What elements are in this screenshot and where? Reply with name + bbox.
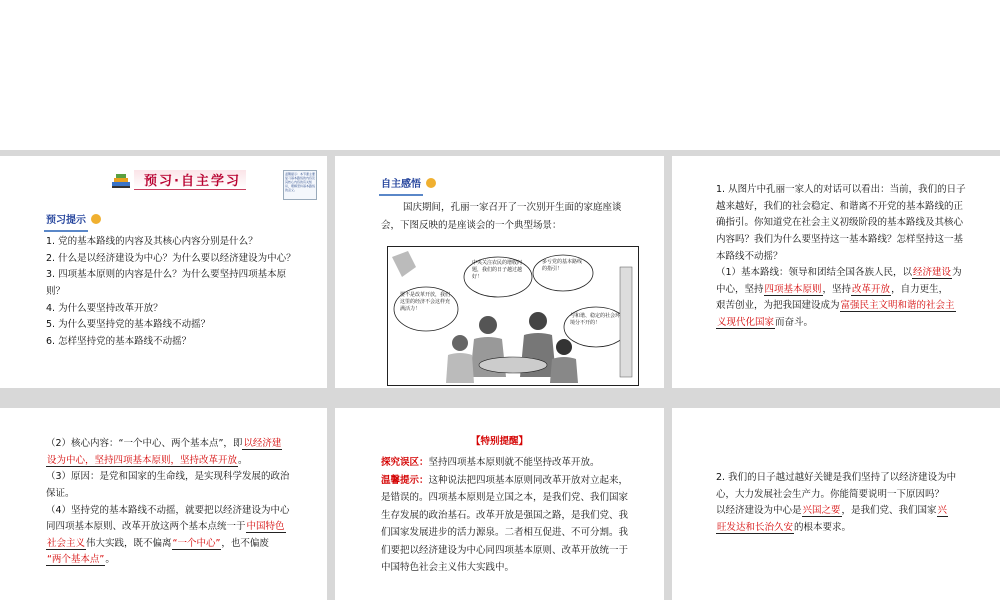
answer-line: [46, 519, 322, 536]
answer-blank: 义现代化国家: [717, 317, 775, 328]
answer-blank: 富强民主文明和谐的社会主: [840, 300, 955, 312]
list-item: 6. 怎样坚持党的基本路线不动摇？: [46, 335, 192, 347]
speech-bubble: 与和谐、稳定的社会环境分不开的！: [570, 313, 621, 326]
answer-text: 以经济建设为中心是: [716, 505, 802, 517]
intro-line: 国庆期间，孔丽一家召开了一次别开生面的家庭座谈: [403, 202, 622, 213]
note-icon: [426, 178, 436, 188]
banner-title: 预习·自主学习: [144, 174, 241, 189]
answer-line: [716, 282, 998, 299]
answer-text: 而奋斗。: [775, 317, 814, 328]
answer-blank: 四项基本原则: [764, 283, 822, 295]
tip-text: 生存发展的政治基石。改革开放是强国之路，是我们党、我: [381, 509, 629, 521]
question-text: 2. 我们的日子越过越好关键是我们坚持了以经济建设为中: [716, 472, 957, 483]
question-text: 越来越好，我们的社会稳定、和谐离不开党的基本路线的正: [716, 200, 964, 212]
answer-line: [46, 552, 322, 569]
answer-line: [46, 536, 322, 553]
answer-text: （2）核心内容：“一个中心、两个基本点”，即: [46, 438, 243, 449]
column-gap-left: [327, 150, 335, 600]
answer-text: 为: [952, 267, 962, 279]
answer-text: ，是我们党、我们国家: [841, 505, 937, 517]
question-text: 本路线不动摇？: [716, 250, 783, 262]
question-text: 确指引。你知道党在社会主义初级阶段的基本路线及其核心: [716, 217, 964, 229]
answer-text: 中心，坚持: [716, 283, 764, 295]
answer-line: [716, 503, 998, 520]
column-gap-right: [664, 150, 672, 600]
list-item: 4. 为什么要坚持改革开放？: [46, 302, 163, 314]
tip-text: 是错误的。四项基本原则是立国之本，是我们党、我们国家: [381, 492, 629, 504]
question-list: [46, 234, 321, 350]
list-item: 1. 党的基本路线的内容及其核心内容分别是什么？: [46, 236, 258, 247]
speech-bubble: 多亏党的基本路线的指引！: [542, 259, 583, 272]
question-text: 1. 从图片中孔丽一家人的对话可以看出：当前，我们的日子: [716, 184, 966, 195]
note-icon: [91, 214, 101, 224]
list-item: 2. 什么是以经济建设为中心？为什么要以经济建设为中心？: [46, 252, 296, 264]
question-text: 内容吗？我们为什么要坚持这一基本路线？怎样坚持这一基: [716, 233, 964, 245]
tip-text: 中国特色社会主义伟大实践中。: [381, 562, 515, 574]
tip-text: 们国家发展进步的活力源泉。二者相互促进、不可分割。我: [381, 527, 629, 539]
answer-blank: 以经济建: [243, 438, 282, 449]
answer-text: ，自力更生，: [891, 283, 949, 295]
answer-blank: 经济建设: [913, 267, 952, 279]
slide-special-reminder[interactable]: [335, 408, 664, 600]
answer-text: ，坚持: [822, 283, 852, 295]
answer-line: [716, 315, 998, 332]
slide-answers-2-4[interactable]: [0, 408, 327, 600]
slide-question-2[interactable]: [672, 408, 1000, 600]
note-card: [283, 170, 317, 200]
answer-text: 。: [105, 554, 115, 566]
misconception-line: [381, 454, 659, 472]
misconception-label: 探究误区：: [381, 457, 429, 468]
answer-blank: 兴: [937, 505, 948, 517]
misconception-text: 坚持四项基本原则就不能坚持改革开放。: [428, 457, 600, 468]
answer-line: [46, 453, 322, 470]
answer-blank: 旺发达和长治久安: [717, 521, 794, 533]
answer-blank: “一个中心”: [172, 537, 221, 549]
answer-line: [716, 265, 998, 282]
answer-line: （3）原因：是党和国家的生命线，是实现科学发展的政治: [46, 471, 290, 483]
answer-text: 的根本要求。: [794, 521, 852, 533]
answer-blank: 兴国之要: [802, 505, 841, 517]
answer-blank: 设为中心，坚持四项基本原则，坚持改革开放: [47, 454, 238, 466]
answer-blank: “两个基本点”: [47, 554, 105, 566]
tip-line: [381, 472, 659, 490]
list-item: 则？: [46, 285, 66, 297]
answer-blank: 改革开放: [852, 283, 891, 295]
answer-text: ，也不偏废: [221, 537, 269, 549]
answer-blank: 中国特色: [246, 521, 285, 533]
answer-text: 艰苦创业，为把我国建设成为: [716, 300, 840, 312]
answer-line: [46, 436, 322, 453]
tip-text: 们要把以经济建设为中心同四项基本原则、改革开放统一于: [381, 544, 629, 556]
answer-blank: 社会主义: [47, 537, 86, 549]
answer-text: 同四项基本原则、改革开放这两个基本点统一于: [46, 521, 246, 533]
answer-line: [716, 520, 998, 537]
tip-text: 这种说法把四项基本原则同改革开放对立起来，: [428, 474, 629, 486]
section-tag-preview: 预习提示: [44, 212, 88, 232]
answer-text: 。: [238, 454, 248, 466]
answer-line: 保证。: [46, 487, 75, 499]
answer-line: （4）坚持党的基本路线不动摇，就要把以经济建设为中心: [46, 504, 290, 516]
family-cartoon: [387, 246, 639, 386]
answer-text: 伟大实践，既不偏离: [86, 537, 172, 549]
slide-self-reflection[interactable]: [335, 156, 664, 388]
note-card-text: 温馨提示：本节课主要复习基本路线的内容及其核心内容的有关知识，理解坚持基本路线的意义。: [285, 172, 316, 192]
middle-gray-band: [0, 388, 1000, 408]
reminder-title: 【特别提醒】: [470, 436, 528, 447]
list-item: 3. 四项基本原则的内容是什么？为什么要坚持四项基本原: [46, 269, 287, 281]
speech-bubble: 中央关注农民的增收问题，我们的日子越过越好！: [472, 260, 523, 280]
section-tag-reflection: 自主感悟: [379, 176, 423, 196]
slide-question-1[interactable]: [672, 156, 1000, 388]
answer-line: [716, 298, 998, 315]
answer-text: （1）基本路线：领导和团结全国各族人民，以: [716, 267, 913, 279]
question-text: 心，大力发展社会生产力。你能简要说明一下原因吗？: [716, 488, 945, 500]
slide-preview-prompts[interactable]: [0, 156, 327, 388]
tip-label: 温馨提示：: [381, 474, 429, 486]
list-item: 5. 为什么要坚持党的基本路线不动摇？: [46, 319, 211, 331]
intro-line: 会，下图反映的是座谈会的一个典型场景：: [381, 220, 562, 231]
speech-bubble: 要不是改革开放，我们这里的经济不会这样充满活力！: [400, 292, 451, 312]
books-icon: [110, 172, 132, 190]
banner: [110, 168, 250, 194]
